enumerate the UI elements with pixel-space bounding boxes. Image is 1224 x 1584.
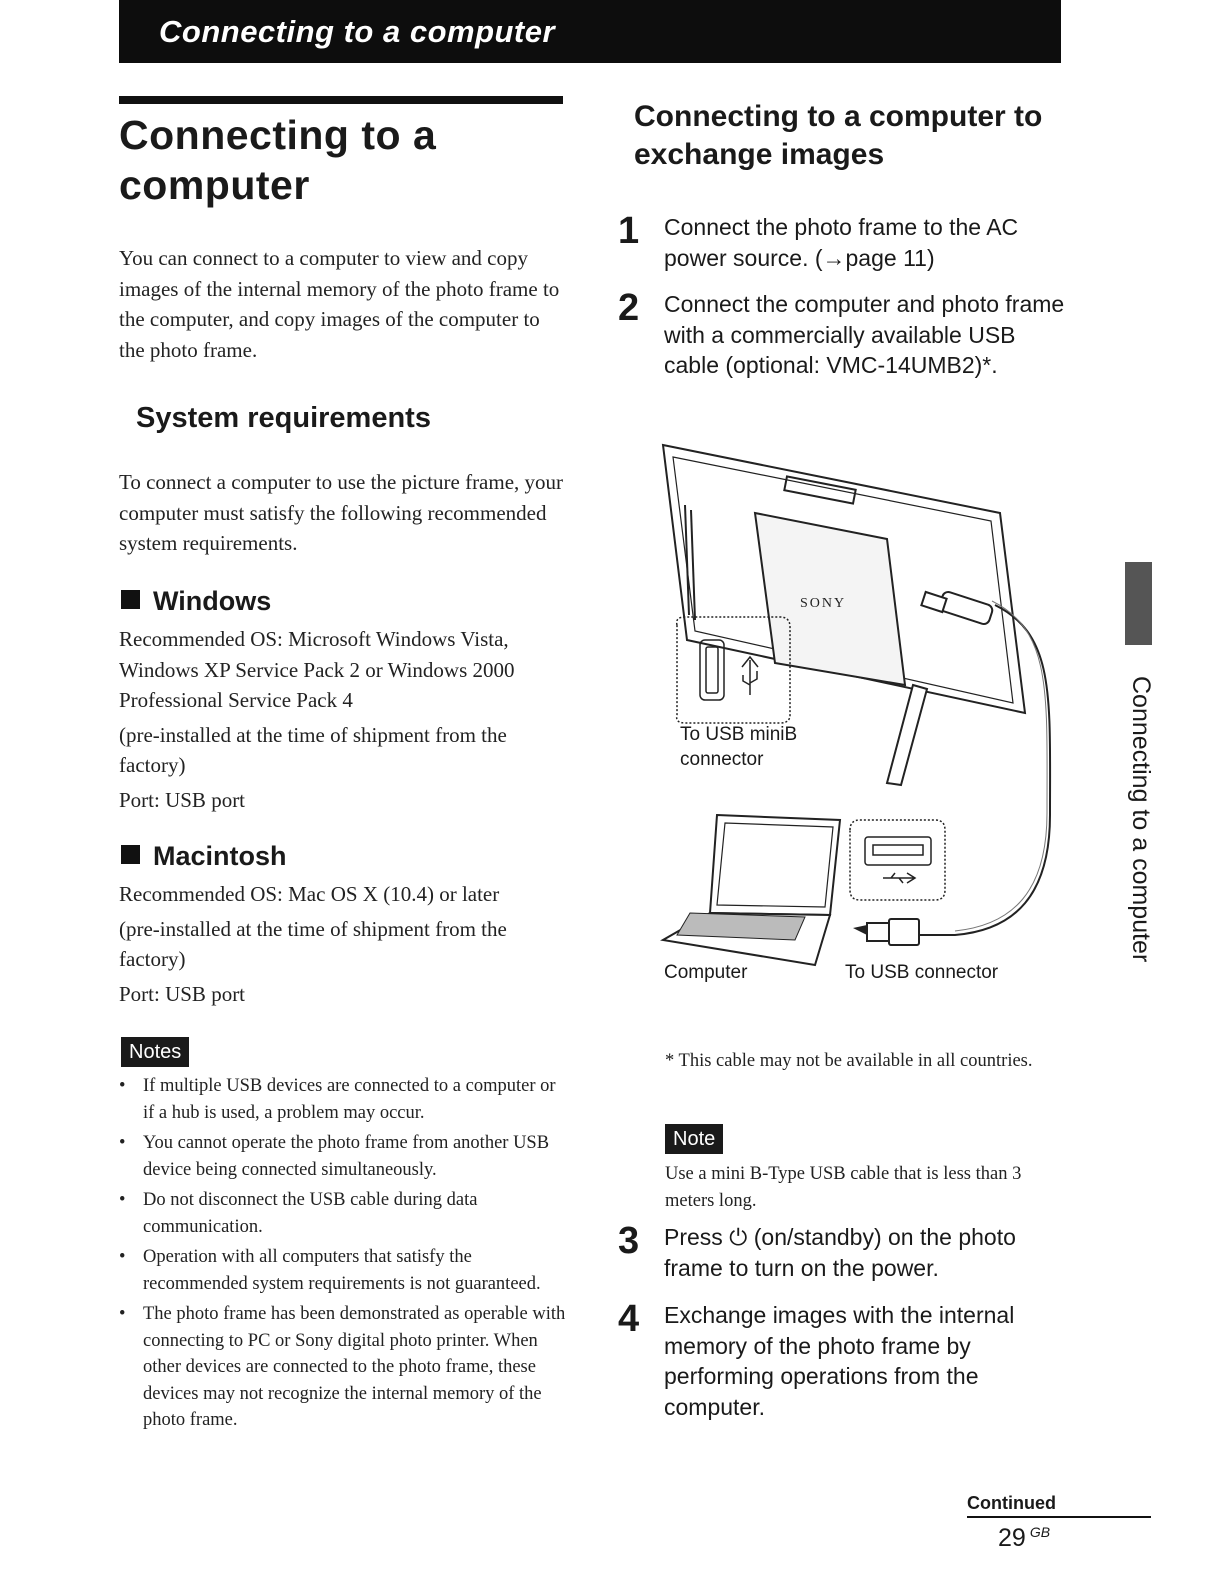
- note-item: • If multiple USB devices are connected to a computer or if a hub is used, a problem may occur.: [119, 1073, 569, 1126]
- arrow-indicators: [853, 925, 867, 935]
- macintosh-heading: [121, 841, 287, 872]
- macintosh-port: Port: USB port: [119, 981, 246, 1006]
- windows-heading: [121, 586, 271, 617]
- intro-paragraph: You can connect to a computer to view and copy images of the internal memory of the photo frame to the computer, and copy images of the computer to the photo frame.: [119, 246, 560, 362]
- step-text: Exchange images with the internal memory of the photo frame by performing operations from the computer.: [664, 1302, 1015, 1420]
- system-requirements-text: To connect a computer to use the picture frame, your computer must satisfy the following recommended system requirements.: [119, 470, 564, 555]
- side-tab-label: Connecting to a computer: [1127, 676, 1155, 963]
- step-number: 4: [618, 1298, 640, 1340]
- square-bullet-icon: [121, 845, 140, 864]
- macintosh-os: Recommended OS: Mac OS X (10.4) or later: [119, 882, 500, 906]
- step-number: 2: [618, 287, 640, 329]
- windows-preinstalled: (pre-installed at the time of shipment from the factory): [119, 722, 507, 777]
- stand-drawing: [887, 685, 927, 785]
- usb-connection-illustration: [655, 435, 1075, 995]
- section-header-bar: [119, 0, 1061, 63]
- note-text: Use a mini B-Type USB cable that is less than 3 meters long.: [665, 1164, 1022, 1211]
- page-title: Connecting to a computer: [119, 112, 437, 208]
- macintosh-heading-label: Macintosh: [153, 841, 287, 871]
- page-region: GB: [1029, 1524, 1051, 1540]
- step-text: Connect the computer and photo frame with a commercially available USB cable (optional: VMC-14UMB2)*.: [664, 291, 1065, 378]
- section-header-title: Connecting to a computer: [159, 14, 556, 49]
- note-item: • You cannot operate the photo frame from another USB device being connected simultaneously.: [119, 1130, 569, 1183]
- step-text: Connect the photo frame to the AC power source. (→page 11): [664, 214, 1019, 271]
- side-tab-marker: [1125, 562, 1152, 645]
- step-number: 3: [618, 1220, 640, 1262]
- windows-os: Recommended OS: Microsoft Windows Vista, Windows XP Service Pack 2 or Windows 2000 Professional Service Pack 4: [119, 627, 515, 712]
- usb-connector-label: To USB connector: [845, 962, 999, 983]
- notes-badge: Notes: [121, 1037, 189, 1067]
- notes-list: [119, 1073, 569, 1438]
- macintosh-preinstalled: (pre-installed at the time of shipment from the factory): [119, 916, 507, 971]
- computer-label: Computer: [664, 962, 748, 983]
- note-item: • Operation with all computers that satisfy the recommended system requirements is not guaranteed.: [119, 1244, 569, 1297]
- system-requirements-heading: System requirements: [136, 402, 431, 434]
- note-badge: Note: [665, 1124, 723, 1154]
- cable-footnote: * This cable may not be available in all countries.: [665, 1051, 1033, 1071]
- windows-port: Port: USB port: [119, 787, 246, 812]
- page-number-value: 29: [998, 1524, 1026, 1552]
- continued-label: Continued: [967, 1493, 1056, 1513]
- macintosh-requirements: [119, 879, 564, 1013]
- exchange-images-heading: Connecting to a computer to exchange images: [634, 100, 1043, 171]
- windows-requirements: [119, 624, 564, 819]
- title-rule: [119, 96, 563, 104]
- square-bullet-icon: [121, 590, 140, 609]
- footer-rule: [967, 1516, 1151, 1518]
- note-item: • The photo frame has been demonstrated as operable with connecting to PC or Sony digital photo printer. When other devices are connected to the photo frame, these devices may not recognize the internal memory of the photo frame.: [119, 1301, 569, 1434]
- note-item: • Do not disconnect the USB cable during data communication.: [119, 1187, 569, 1240]
- windows-heading-label: Windows: [153, 586, 272, 616]
- page-number: [998, 1524, 1050, 1553]
- usb-a-port-callout: [850, 820, 945, 900]
- laptop-drawing: [663, 815, 840, 965]
- minib-connector-label: To USB miniB connector: [680, 724, 798, 770]
- step-text: Press ⏻ (on/standby) on the photo frame to turn on the power.: [664, 1224, 1016, 1281]
- step-number: 1: [618, 210, 640, 252]
- brand-logo: SONY: [800, 596, 847, 611]
